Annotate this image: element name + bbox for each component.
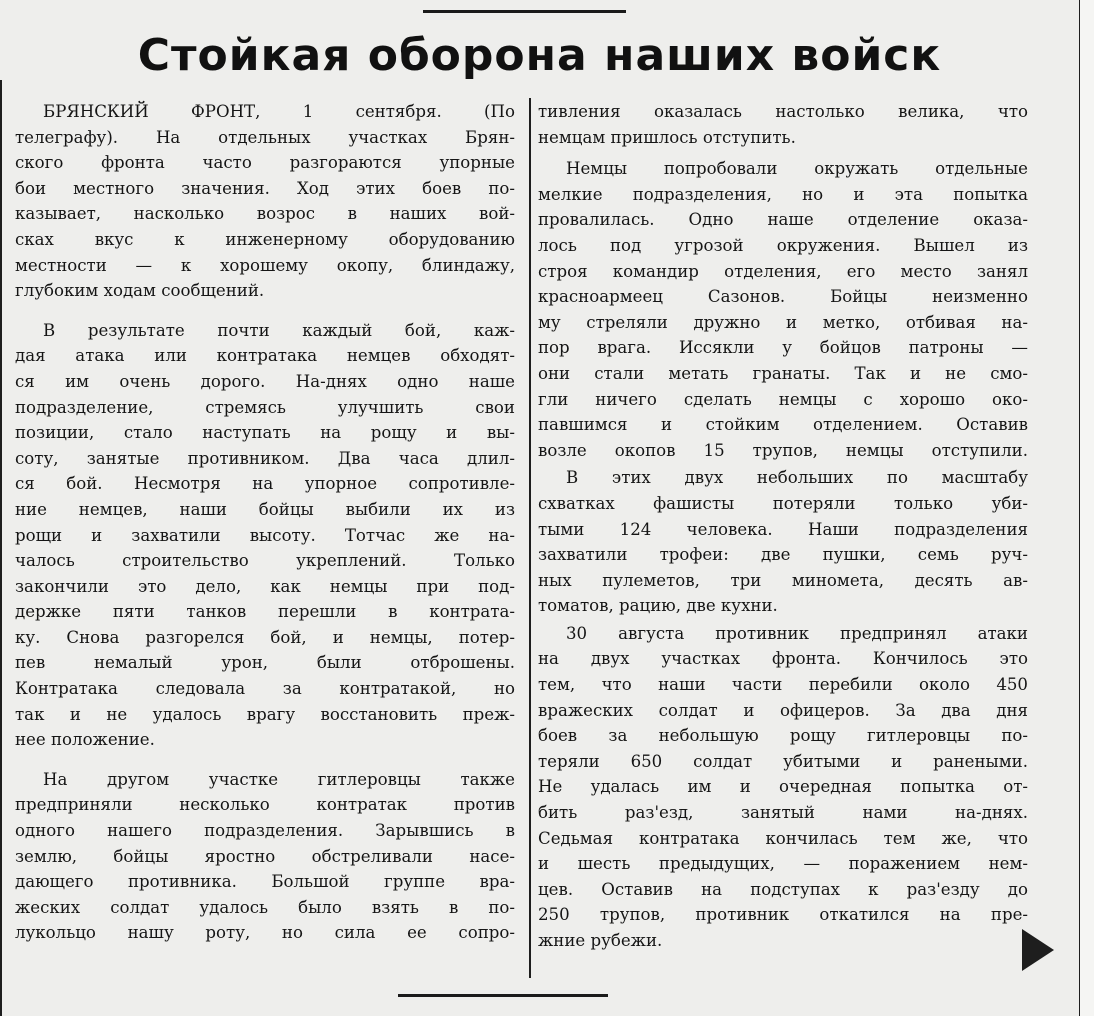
text-line: бои местного значения. Ход этих боев по- — [15, 178, 515, 198]
text-line: землю, бойцы яростно обстреливали насе- — [15, 846, 515, 866]
text-line: строя командир отделения, его место занял — [538, 261, 1028, 281]
text-line: красноармеец Сазонов. Бойцы неизменно — [538, 287, 1028, 307]
text-line: провалилась. Одно наше отделение оказа- — [538, 210, 1028, 230]
text-line: и шесть предыдущих, — поражением нем- — [538, 854, 1028, 874]
text-line: В результате почти каждый бой, каж- — [43, 320, 515, 340]
text-line: пев немалый урон, были отброшены. — [15, 653, 515, 673]
arrow-right-icon — [1022, 929, 1054, 971]
text-line: нее положение. — [15, 730, 155, 750]
text-line: томатов, рацию, две кухни. — [538, 596, 778, 616]
text-line: ся бой. Несмотря на упорное сопротивле- — [15, 474, 515, 494]
text-line: вражеских солдат и офицеров. За два дня — [538, 700, 1028, 720]
text-line: тыми 124 человека. Наши подразделения — [538, 519, 1028, 539]
paragraph-continued — [538, 99, 1028, 150]
text-line: ных пулеметов, три миномета, десять ав- — [538, 570, 1028, 590]
text-line: тем, что наши части перебили около 450 — [538, 675, 1028, 695]
text-line: Немцы попробовали окружать отдельные — [566, 159, 1028, 179]
text-line: держке пяти танков перешли в контрата- — [15, 602, 515, 622]
column-divider — [529, 98, 531, 978]
text-line: 250 трупов, противник откатился на пре- — [538, 905, 1028, 925]
text-line: лось под угрозой окружения. Вышел из — [538, 235, 1028, 255]
text-line: павшимся и стойким отделением. Оставив — [538, 415, 1028, 435]
text-line: Контратака следовала за контратакой, но — [15, 679, 515, 699]
text-line: чалось строительство укреплений. Только — [15, 551, 515, 571]
left-margin-line — [0, 80, 2, 1016]
text-line: ние немцев, наши бойцы выбили их из — [15, 499, 515, 519]
text-line: 30 августа противник предпринял атаки — [566, 623, 1028, 643]
text-line: подразделение, стремясь улучшить свои — [15, 397, 515, 417]
text-line: мелкие подразделения, но и эта попытка — [538, 184, 1028, 204]
paragraph-4 — [538, 156, 1028, 463]
text-line: жеских солдат удалось было взять в по- — [15, 897, 515, 917]
text-line: сках вкус к инженерному оборудованию — [15, 229, 515, 249]
text-line: му стреляли дружно и метко, отбивая на- — [538, 312, 1028, 332]
text-line: на двух участках фронта. Кончилось это — [538, 649, 1028, 669]
text-line: рощи и захватили высоту. Тотчас же на- — [15, 525, 515, 545]
text-line: цев. Оставив на подступах к раз'езду до — [538, 879, 1028, 899]
text-line: бить раз'езд, занятый нами на-днях. — [538, 803, 1028, 823]
paragraph-3 — [15, 767, 515, 946]
text-line: казывает, насколько возрос в наших вой- — [15, 204, 515, 224]
page-edge — [1080, 0, 1094, 1016]
right-column — [538, 99, 1028, 954]
text-line: одного нашего подразделения. Зарывшись в — [15, 821, 515, 841]
text-line: немцам пришлось отступить. — [538, 127, 796, 147]
text-line: ку. Снова разгорелся бой, и немцы, потер- — [15, 627, 515, 647]
text-line: возле окопов 15 трупов, немцы отступили. — [538, 440, 1028, 460]
text-line: На другом участке гитлеровцы также — [43, 769, 515, 789]
paragraph-6 — [538, 621, 1028, 954]
text-line: захватили трофеи: две пушки, семь руч- — [538, 545, 1028, 565]
text-line: лукольцо нашу роту, но сила ее сопро- — [15, 923, 515, 943]
text-line: пор врага. Иссякли у бойцов патроны — — [538, 338, 1028, 358]
bottom-rule — [398, 994, 608, 997]
left-column — [15, 99, 515, 946]
paragraph-1 — [15, 99, 515, 304]
text-line: глубоким ходам сообщений. — [15, 281, 265, 301]
text-line: закончили это дело, как немцы при под- — [15, 576, 515, 596]
text-line: ся им очень дорого. На-днях одно наше — [15, 371, 515, 391]
top-rule — [423, 10, 626, 13]
text-line: Не удалась им и очередная попытка от- — [538, 777, 1028, 797]
text-line: дающего противника. Большой группе вра- — [15, 872, 515, 892]
text-line: позиции, стало наступать на рощу и вы- — [15, 423, 515, 443]
text-line: ского фронта часто разгораются упорные — [15, 153, 515, 173]
text-line: тивления оказалась настолько велика, что — [538, 102, 1028, 121]
text-line: местности — к хорошему окопу, блиндажу, — [15, 255, 515, 275]
text-line: В этих двух небольших по масштабу — [566, 468, 1028, 488]
text-line: БРЯНСКИЙ ФРОНТ, 1 сентября. (По — [43, 102, 515, 121]
text-line: они стали метать гранаты. Так и не смо- — [538, 363, 1028, 383]
text-line: дая атака или контратака немцев обходят- — [15, 346, 515, 366]
text-line: теряли 650 солдат убитыми и ранеными. — [538, 751, 1028, 771]
text-line: телеграфу). На отдельных участках Брян- — [15, 127, 515, 147]
text-line: гли ничего сделать немцы с хорошо око- — [538, 389, 1028, 409]
text-line: Седьмая контратака кончилась тем же, что — [538, 828, 1028, 848]
text-line: соту, занятые противником. Два часа длил- — [15, 448, 515, 468]
paragraph-5 — [538, 465, 1028, 619]
text-line: предприняли несколько контратак против — [15, 795, 515, 815]
text-line: схватках фашисты потеряли только уби- — [538, 493, 1028, 513]
text-line: боев за небольшую рощу гитлеровцы по- — [538, 726, 1028, 746]
text-line: жние рубежи. — [538, 931, 663, 950]
paragraph-2 — [15, 318, 515, 753]
text-line: так и не удалось врагу восстановить преж- — [15, 704, 515, 724]
article-headline: Стойкая оборона наших войск — [137, 30, 942, 81]
